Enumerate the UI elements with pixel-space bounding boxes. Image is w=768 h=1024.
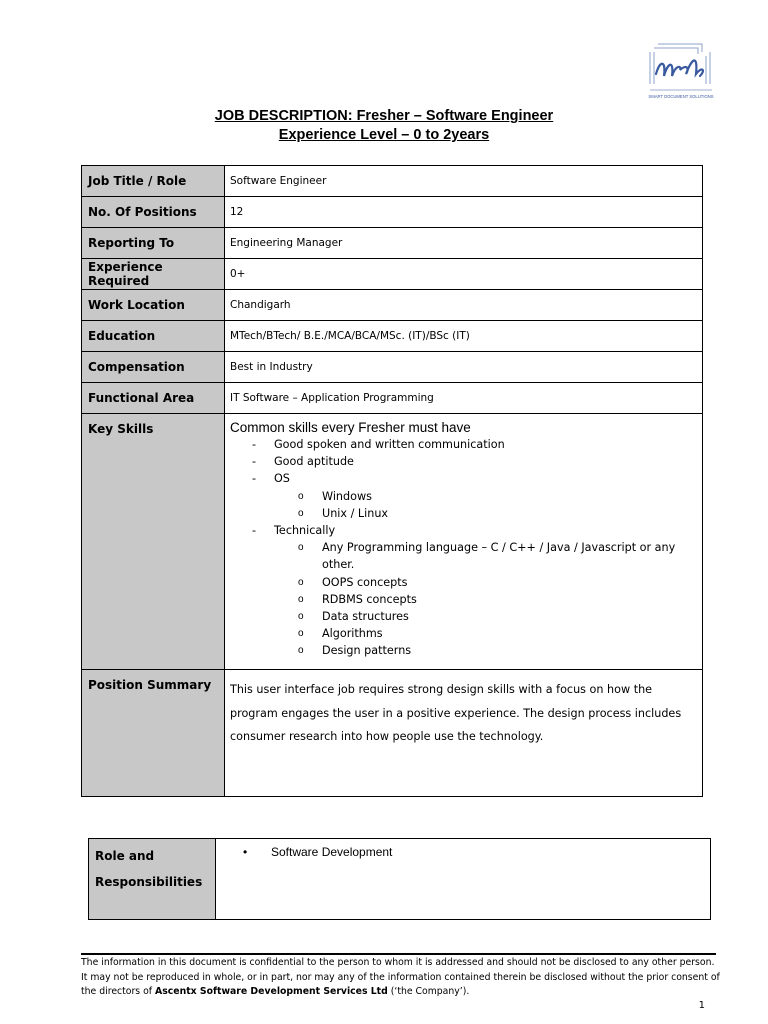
row-label: Compensation [82,352,225,383]
table-row [82,197,703,228]
footer-text: The information in this document is confidential to the person to whom it is addressed and should not be disclosed to any other person. It may not be reproduced in whole, or in part, nor may any of the information contained therein be disclosed without the prior consent of the directors of [81,957,720,997]
row-value: Chandigarh [225,290,703,321]
row-label: No. Of Positions [82,197,225,228]
list-item: - Good spoken and written communication [252,436,697,453]
table-row [82,290,703,321]
table-row [82,259,703,290]
table-row [89,839,711,920]
list-item: o Algorithms [298,625,697,642]
row-value: Engineering Manager [225,228,703,259]
row-value: Software Engineer [225,166,703,197]
company-logo [646,40,718,106]
role-table [88,838,711,920]
key-skills-content [225,414,703,670]
row-label: Experience Required [82,259,225,290]
table-row [82,228,703,259]
job-details-table [81,165,703,797]
row-label: Key Skills [82,414,225,670]
table-row [82,383,703,414]
list-item [252,522,697,660]
footer-text-end: (‘the Company’). [387,986,470,997]
row-label: Work Location [82,290,225,321]
position-summary-text: This user interface job requires strong design skills with a focus on how the program engages the user in a positive experience. The design process includes consumer research into how people use the technology. [225,670,703,797]
role-label [89,839,216,920]
row-value: MTech/BTech/ B.E./MCA/BCA/MSc. (IT)/BSc (IT) [225,321,703,352]
role-label-line2: Responsibilities [95,875,203,889]
list-item: o Design patterns [298,642,697,659]
page-number: 1 [698,1000,705,1011]
table-row [82,352,703,383]
row-label: Functional Area [82,383,225,414]
list-item: o Unix / Linux [298,505,697,522]
row-label: Job Title / Role [82,166,225,197]
list-item: o OOPS concepts [298,574,697,591]
row-value: IT Software – Application Programming [225,383,703,414]
page-title: JOB DESCRIPTION: Fresher – Software Engineer [214,108,554,124]
footer-divider [81,953,716,955]
company-name: Ascentx Software Development Services Ltd [155,986,388,997]
skills-intro: Common skills every Fresher must have [230,420,471,435]
svg-text:SMART DOCUMENT SOLUTIONS: SMART DOCUMENT SOLUTIONS [648,94,714,99]
list-item: - Good aptitude [252,453,697,470]
os-sublist [274,488,697,522]
row-value: Best in Industry [225,352,703,383]
row-value: 12 [225,197,703,228]
list-item: o Data structures [298,608,697,625]
role-label-line1: Role and [95,849,155,863]
row-value: 0+ [225,259,703,290]
list-item: o Windows [298,488,697,505]
table-row [82,166,703,197]
row-label: Education [82,321,225,352]
role-content [216,839,711,920]
key-skills-row [82,414,703,670]
tech-sublist [274,539,697,659]
list-item-label: Technically [274,524,336,538]
list-item [252,470,697,522]
confidentiality-notice [81,956,721,1000]
list-item-label: OS [274,472,290,486]
list-item: o Any Programming language – C / C++ / Java / Javascript or any other. [298,539,697,573]
list-item: o RDBMS concepts [298,591,697,608]
role-item: Software Development [271,845,393,859]
table-row [82,321,703,352]
page-subtitle: Experience Level – 0 to 2years [278,127,490,143]
row-label: Position Summary [82,670,225,797]
row-label: Reporting To [82,228,225,259]
skills-list [230,436,697,660]
position-summary-row [82,670,703,797]
bullet-glyph: • [243,845,248,859]
